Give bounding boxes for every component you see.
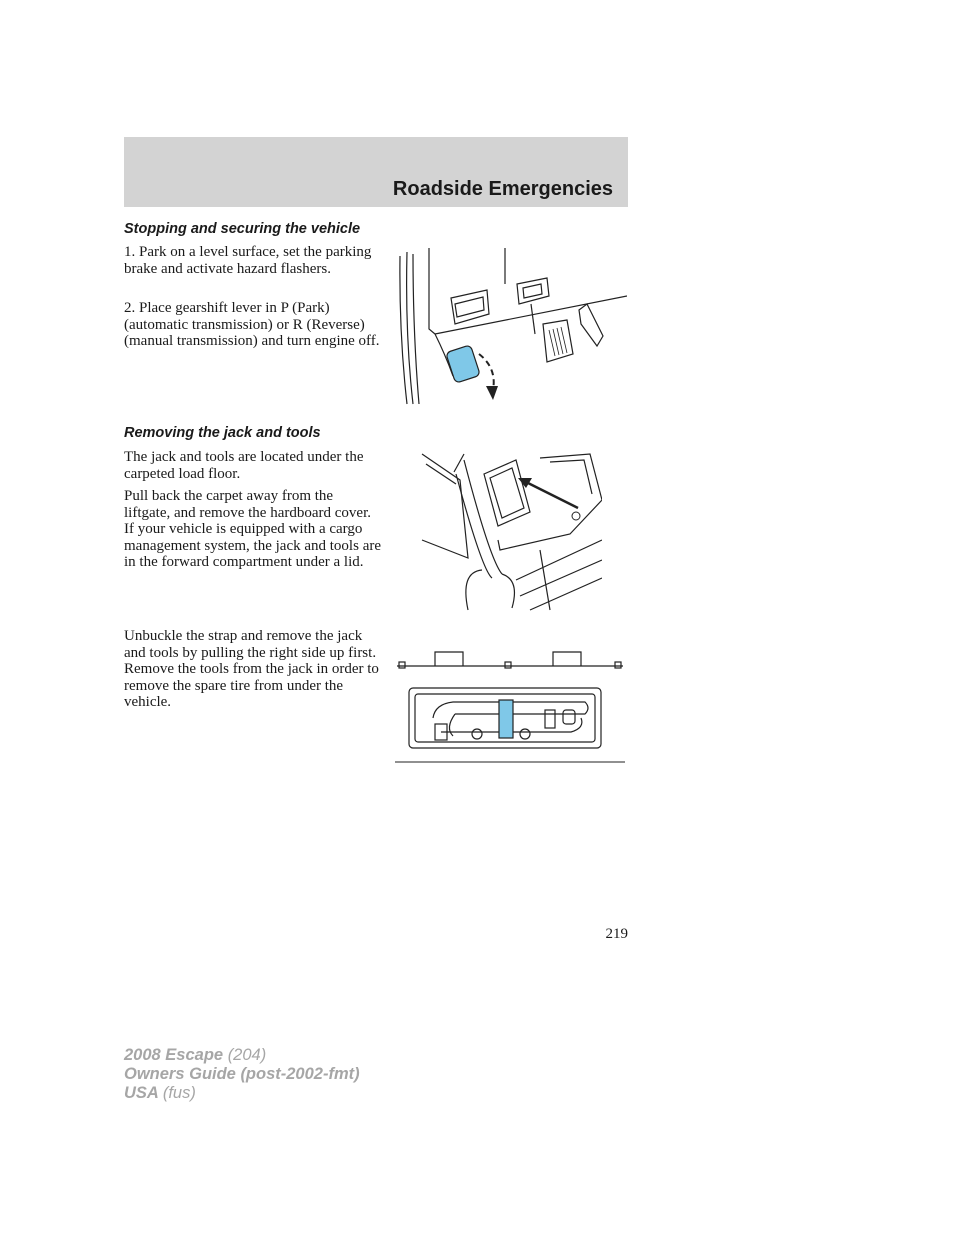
parking-brake-pedal-icon bbox=[395, 244, 627, 406]
cargo-floor-jack-icon bbox=[420, 450, 602, 612]
paragraph-step-1: 1. Park on a level surface, set the parking brake and activate hazard flashers. bbox=[124, 244, 372, 277]
page-number: 219 bbox=[605, 926, 628, 942]
footer-market: USA bbox=[124, 1084, 159, 1102]
footer-model: 2008 Escape bbox=[124, 1046, 224, 1064]
paragraph-unbuckle-strap: Unbuckle the strap and remove the jack and tools by pulling the right side up first. Remove the tools from the jack in order to remove the spare tire from under the vehicle. bbox=[124, 628, 379, 710]
section-header-bar bbox=[124, 137, 628, 207]
paragraph-remove-cover: Pull back the carpet away from the liftgate, and remove the hardboard cover. If your vehicle is equipped with a cargo management system, the jack and tools are in the forward compartment under a lid. bbox=[124, 488, 381, 570]
paragraph-jack-location: The jack and tools are located under the carpeted load floor. bbox=[124, 449, 364, 482]
jack-strap-icon bbox=[395, 648, 625, 766]
paragraph-step-2: 2. Place gearshift lever in P (Park) (automatic transmission) or R (Reverse) (manual transmission) and turn engine off. bbox=[124, 300, 380, 349]
footer-market-code: (fus) bbox=[162, 1084, 196, 1102]
heading-removing-jack: Removing the jack and tools bbox=[124, 425, 321, 441]
footer-model-code: (204) bbox=[227, 1046, 267, 1064]
section-title: Roadside Emergencies bbox=[392, 178, 613, 200]
footer-info bbox=[124, 1046, 360, 1103]
heading-stopping-vehicle: Stopping and securing the vehicle bbox=[124, 221, 361, 237]
footer-guide: Owners Guide (post-2002-fmt) bbox=[124, 1065, 360, 1083]
